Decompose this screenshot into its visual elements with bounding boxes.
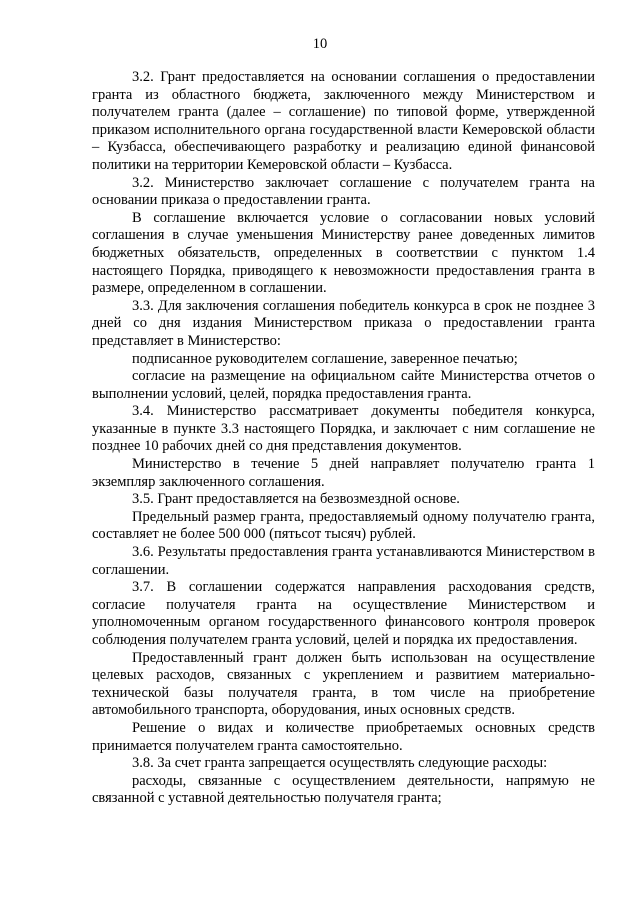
paragraph-3-7-directions: 3.7. В соглашении содержатся направления расходования средств, согласие получателя гранта на осуществление Министерством и уполномоченным органом государственного финансового контроля проверок соблюдения получателем гранта условий, целей и порядка их предоставления. [92,579,595,648]
page-number: 10 [312,36,328,52]
paragraph-3-6-results: 3.6. Результаты предоставления гранта устанавливаются Министерством в соглашении. [92,544,595,578]
paragraph-consent-publication: согласие на размещение на официальном сайте Министерства отчетов о выполнении условий, целей, порядка предоставления гранта. [92,368,595,402]
paragraph-3-4-review: 3.4. Министерство рассматривает документы победителя конкурса, указанные в пункте 3.3 настоящего Порядка, и заключает с ним соглашение не позднее 10 рабочих дней со дня представления документов. [92,403,595,455]
paragraph-grant-use: Предоставленный грант должен быть использован на осуществление целевых расходов, связанных с укреплением и развитием материально-технической базы получателя гранта, в том числе на приобретение автомобильного транспорта, оборудования, иных основных средств. [92,649,595,719]
paragraph-3-2-grant-basis: 3.2. Грант предоставляется на основании соглашения о предоставлении гранта из областного бюджета, заключенного между Министерством и получателем гранта (далее – соглашение) по типовой форме, утвержденной приказом исполнительного органа государственной власти Кемеровской области – Кузбасса, обеспечивающего разработку и реализацию единой финансовой политики на территории Кемеровской области – Кузбасса. [92,69,595,173]
paragraph-3-8-prohibited: 3.8. За счет гранта запрещается осуществлять следующие расходы: [132,755,548,772]
paragraph-max-grant: Предельный размер гранта, предоставляемый одному получателю гранта, составляет не более 500 000 (пятьсот тысяч) рублей. [92,508,595,543]
paragraph-3-5-free-basis: 3.5. Грант предоставляется на безвозмездной основе. [132,491,460,508]
paragraph-signed-agreement: подписанное руководителем соглашение, заверенное печатью; [132,350,518,367]
paragraph-prohibited-item-1: расходы, связанные с осуществлением деятельности, напрямую не связанной с уставной деятельностью получателя гранта; [92,772,595,807]
paragraph-agreement-condition: В соглашение включается условие о согласовании новых условий соглашения в случае уменьшения Министерству ранее доведенных лимитов бюджетных обязательств, определенных в соответствии с пунктом 1.4 настоящего Порядка, приводящего к невозможности предоставления гранта в размере, определенном в соглашении. [92,209,595,297]
document-body [92,69,595,808]
paragraph-3-3-documents: 3.3. Для заключения соглашения победитель конкурса в срок не позднее 3 дней со дня издания Министерством приказа о предоставлении гранта представляет в Министерство: [92,297,595,349]
paragraph-3-2-agreement: 3.2. Министерство заключает соглашение с получателем гранта на основании приказа о предоставлении гранта. [92,174,595,209]
paragraph-send-agreement: Министерство в течение 5 дней направляет получателю гранта 1 экземпляр заключенного соглашения. [92,456,595,490]
paragraph-decision: Решение о видах и количестве приобретаемых основных средств принимается получателем гранта самостоятельно. [92,719,595,754]
